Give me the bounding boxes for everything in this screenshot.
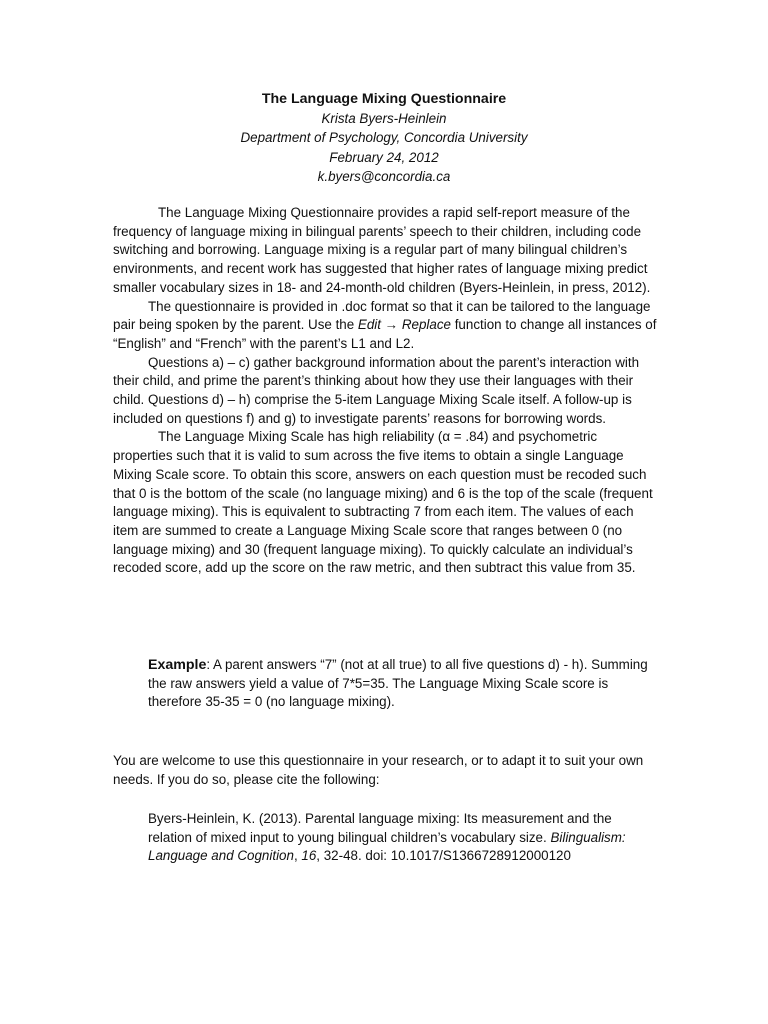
citation-journal: Bilingualism: Language and Cognition [148,829,626,864]
arrow-icon: → [384,317,399,333]
usage-note: You are welcome to use this questionnaire in your research, or to adapt it to suit your own needs. If you do so, please cite the following: [113,753,644,787]
author-name: Krista Byers-Heinlein [321,111,447,126]
paragraph-format-text-2: function to change all instances of “English” and “French” with the parent’s L1 and L2. [113,317,657,351]
document-header [0,90,768,187]
edit-menu-text: Edit [357,317,385,333]
paragraph-format-text-1: The questionnaire is provided in .doc format so that it can be tailored to the language pair being spoken by the parent. Use the [113,298,651,333]
citation-volume: 16 [301,848,317,864]
paragraph-intro: The Language Mixing Questionnaire provides a rapid self-report measure of the frequency of language mixing in bilingual parents’ speech to their children, including code switching and borrowing. Language mixing is a regular part of many bilingual children’s environments, and recent work has suggested that higher rates of language mixing predict smaller vocabulary sizes in 18- and 24-month-old children (Byers-Heinlein, in press, 2012). [113,205,651,295]
example-label: Example [148,657,207,673]
citation-block [148,810,658,866]
affiliation: Department of Psychology, Concordia University [240,130,528,146]
document-date: February 24, 2012 [329,149,439,165]
citation-rest: , 32-48. doi: 10.1017/S1366728912000120 [316,848,571,864]
paragraph-questions: Questions a) – c) gather background information about the parent’s interaction with their child, and prime the parent’s thinking about how they use their languages with their child. Questions d) – h) comprise the 5-item Language Mixing Scale itself. A follow-up is included on questions f) and g) to investigate parents’ reasons for borrowing words. [113,354,640,426]
paragraph-scoring: The Language Mixing Scale has high reliability (α = .84) and psychometric properties such that it is valid to sum across the five items to obtain a single Language Mixing Scale score. To obtain this score, answers on each question must be recoded such that 0 is the bottom of the scale (no language mixing) and 6 is the top of the scale (frequent language mixing). This is equivalent to subtracting 7 from each item. The values of each item are summed to create a Language Mixing Scale score that ranges between 0 (no language mixing) and 30 (frequent language mixing). To quickly calculate an individual’s recoded score, add up the score on the raw metric, and then subtract this value from 35. [113,429,653,576]
citation-sep: , [293,848,302,864]
replace-menu-text: Replace [401,317,451,333]
author-email: k.byers@concordia.ca [317,169,451,185]
example-block [148,656,658,712]
document-title: The Language Mixing Questionnaire [261,91,507,107]
citation-main: Byers-Heinlein, K. (2013). Parental language mixing: Its measurement and the relation of mixed input to young bilingual children’s vocabulary size. [148,811,612,845]
document-body [113,204,658,578]
example-text: : A parent answers “7” (not at all true) to all five questions d) - h). Summing the raw answers yield a value of 7*5=35. The Language Mixing Scale score is therefore 35-35 = 0 (no language mixing). [148,657,648,710]
paragraph-format [113,298,658,354]
